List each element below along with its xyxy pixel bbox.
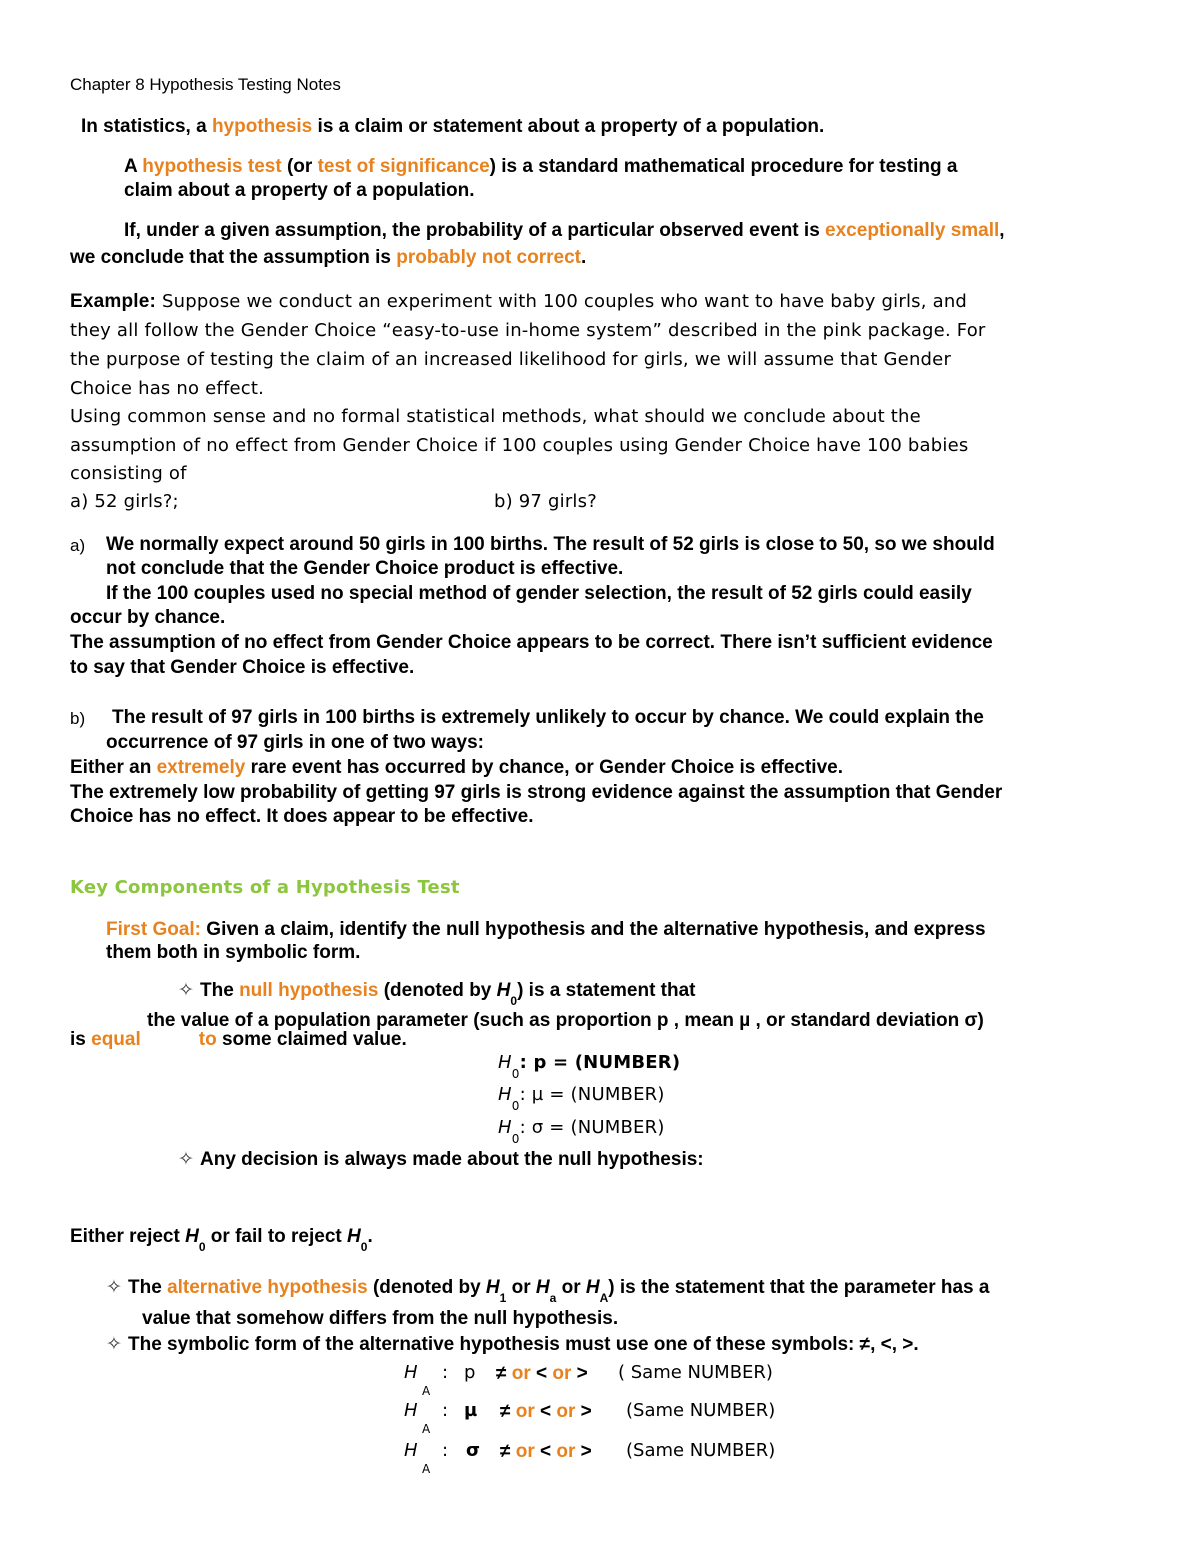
example-line-3: the purpose of testing the claim of an increased likelihood for girls, we will assume that Gender [70,349,952,370]
diamond-bullet-icon: ✧ [178,1149,194,1170]
h0-proportion: $H_0$: p = (NUMBER) [498,1052,681,1081]
intro-line-5: we conclude that the assumption is probably not correct. [70,247,587,268]
intro-line-2: A hypothesis test (or test of significance) is a standard mathematical procedure for testing a [124,156,958,177]
question-b: b) 97 girls? [494,491,597,512]
answer-a-line-5: The assumption of no effect from Gender Choice appears to be correct. There isn’t sufficient evidence [70,632,993,653]
example-line-4: Choice has no effect. [70,378,265,399]
answer-a-marker: a) [70,536,86,555]
diamond-bullet-icon: ✧ [178,980,194,1001]
answer-b-line-1: The result of 97 girls in 100 births is extremely unlikely to occur by chance. We could explain the [112,707,984,728]
answer-b-line-4: The extremely low probability of getting 97 girls is strong evidence against the assumption that Gender [70,782,1003,803]
answer-a-line-2: not conclude that the Gender Choice product is effective. [106,558,624,579]
example-line-5: Using common sense and no formal statistical methods, what should we conclude about the [70,406,921,427]
alternative-hypothesis-line-2: value that somehow differs from the null hypothesis. [142,1308,619,1329]
first-goal-line-2: them both in symbolic form. [106,942,361,963]
intro-line-3: claim about a property of a population. [124,180,475,201]
answer-b-line-2: occurrence of 97 girls in one of two ways: [106,732,484,753]
answer-a-line-4: occur by chance. [70,607,226,628]
answer-b-marker: b) [70,709,86,728]
intro-line-1: In statistics, a hypothesis is a claim or statement about a property of a population. [81,116,825,137]
null-hypothesis-line-2: the value of a population parameter (such as proportion p , mean µ , or standard deviation σ) [147,1010,984,1031]
answer-a-line-1: We normally expect around 50 girls in 100 births. The result of 52 girls is close to 50, so we should [106,534,995,555]
example-line-6: assumption of no effect from Gender Choice if 100 couples using Gender Choice have 100 babies [70,435,969,456]
answer-a-line-3: If the 100 couples used no special method of gender selection, the result of 52 girls could easily [106,583,972,604]
example-line-1: Example: Suppose we conduct an experiment with 100 couples who want to have baby girls, and [70,291,968,312]
key-components-heading: Key Components of a Hypothesis Test [70,877,460,898]
intro-line-4: If, under a given assumption, the probability of a particular observed event is exceptionally small, [124,220,1005,241]
decision-bullet: ✧ Any decision is always made about the null hypothesis: [178,1149,704,1170]
diamond-bullet-icon: ✧ [106,1334,122,1355]
null-hypothesis-bullet: ✧ The null hypothesis (denoted by $H_0$) is a statement that [178,980,696,1008]
diamond-bullet-icon: ✧ [106,1277,122,1298]
either-reject-line: Either reject $H_0$ or fail to reject $H_0$. [70,1226,373,1254]
h0-sigma: $H_0$: σ = (NUMBER) [498,1117,665,1146]
answer-b-line-3: Either an extremely rare event has occurred by chance, or Gender Choice is effective. [70,757,843,778]
example-line-7: consisting of [70,463,187,484]
answer-b-line-5: Choice has no effect. It does appear to be effective. [70,806,534,827]
first-goal-line-1: First Goal: Given a claim, identify the null hypothesis and the alternative hypothesis, and express [106,919,986,940]
h0-mean: $H_0$: µ = (NUMBER) [498,1084,665,1113]
alternative-hypothesis-bullet: ✧ The alternative hypothesis (denoted by $H_1$ or $H_a$ or $H_A$) is the statement that the parameter has a [106,1277,990,1305]
answer-a-line-6: to say that Gender Choice is effective. [70,657,415,678]
page-title: Chapter 8 Hypothesis Testing Notes [70,75,341,94]
example-line-2: they all follow the Gender Choice “easy-to-use in-home system” described in the pink package. For [70,320,986,341]
symbols-bullet: ✧ The symbolic form of the alternative hypothesis must use one of these symbols: ≠, <, >. [106,1334,919,1355]
null-hypothesis-line-3: is equal to some claimed value. [70,1029,407,1050]
question-a: a) 52 girls?; [70,491,179,512]
